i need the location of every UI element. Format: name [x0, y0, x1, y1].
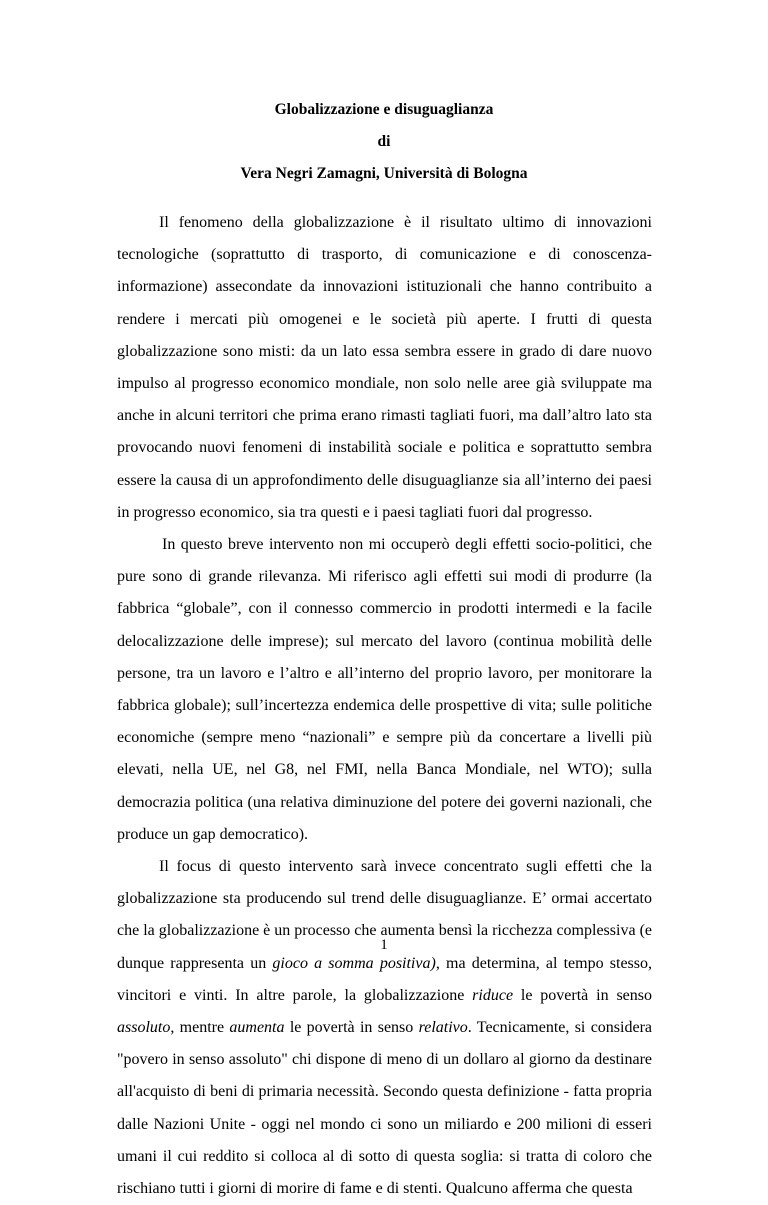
document-title: Globalizzazione e disuguaglianza — [274, 101, 494, 118]
paragraph-3-text-3: le povertà in senso — [513, 986, 652, 1004]
author-preposition: di — [377, 133, 391, 150]
paragraph-3-text-2: , ma determina, al tempo stesso, vincitori e vinti. In altre parole, la globalizzazione — [117, 954, 653, 1004]
paragraph-1: Il fenomeno della globalizzazione è il risultato ultimo di innovazioni tecnologiche (soprattutto di trasporto, di comunicazione e di conoscenza-informazione) assecondate da innovazioni istituzionali che hanno contribuito a rendere i mercati più omogenei e le società più aperte. I frutti di questa globalizzazione sono misti: da un lato essa sembra essere in grado di dare nuovo impulso al progresso economico mondiale, non solo nelle aree già sviluppate ma anche in alcuni territori che prima erano rimasti tagliati fuori, ma dall’altro lato sta provocando nuovi fenomeni di instabilità sociale e politica e soprattutto sembra essere la causa di un approfondimento delle disuguaglianze sia all’interno dei paesi in progresso economico, sia tra questi e i paesi tagliati fuori dal progresso. — [117, 214, 652, 521]
author-line: Vera Negri Zamagni, Università di Bologna — [240, 165, 528, 182]
paragraph-3-emphasis-2: riduce — [472, 986, 514, 1004]
paragraph-3-emphasis-5: relativo — [418, 1019, 468, 1037]
paragraph-3 — [117, 851, 652, 1205]
paragraph-3-emphasis-4: aumenta — [229, 1019, 285, 1037]
paragraph-3-emphasis-1: gioco a somma positiva) — [272, 954, 436, 972]
paragraph-3-emphasis-3: assoluto — [117, 1019, 171, 1037]
paragraph-3-text-1: Il focus di questo intervento sarà invece concentrato sugli effetti che la globalizzazione sta producendo sul trend delle disuguaglianze. E’ ormai accertato che la globalizzazione è un processo che aumenta bensì la ricchezza complessiva (e dunque rappresenta un — [117, 858, 652, 972]
page-number: 1 — [380, 937, 388, 953]
paragraph-3-text-4: , mentre — [170, 1019, 230, 1037]
body-text — [117, 207, 652, 1205]
paragraph-2: In questo breve intervento non mi occuperò degli effetti socio-politici, che pure sono di grande rilevanza. Mi riferisco agli effetti sui modi di produrre (la fabbrica “globale”, con il connesso commercio in prodotti intermedi e la facile delocalizzazione delle imprese); sul mercato del lavoro (continua mobilità delle persone, tra un lavoro e l’altro e all’interno del proprio lavoro, per monitorare la fabbrica globale); sull’incertezza endemica delle prospettive di vita; sulle politiche economiche (sempre meno “nazionali” e sempre più da concertare a livelli più elevati, nella UE, nel G8, nel FMI, nella Banca Mondiale, nel WTO); sulla democrazia politica (una relativa diminuzione del potere dei governi nazionali, che produce un gap democratico). — [117, 536, 652, 843]
paragraph-3-text-6: . Tecnicamente, si considera "povero in senso assoluto" chi dispone di meno di un dollaro al giorno da destinare all'acquisto di beni di primaria necessità. Secondo questa definizione - fatta propria dalle Nazioni Unite - oggi nel mondo ci sono un miliardo e 200 milioni di esseri umani il cui reddito si colloca al di sotto di questa soglia: si tratta di coloro che rischiano tutti i giorni di morire di fame e di stenti. Qualcuno afferma che questa — [117, 1019, 652, 1198]
paragraph-3-text-5: le povertà in senso — [284, 1019, 419, 1037]
